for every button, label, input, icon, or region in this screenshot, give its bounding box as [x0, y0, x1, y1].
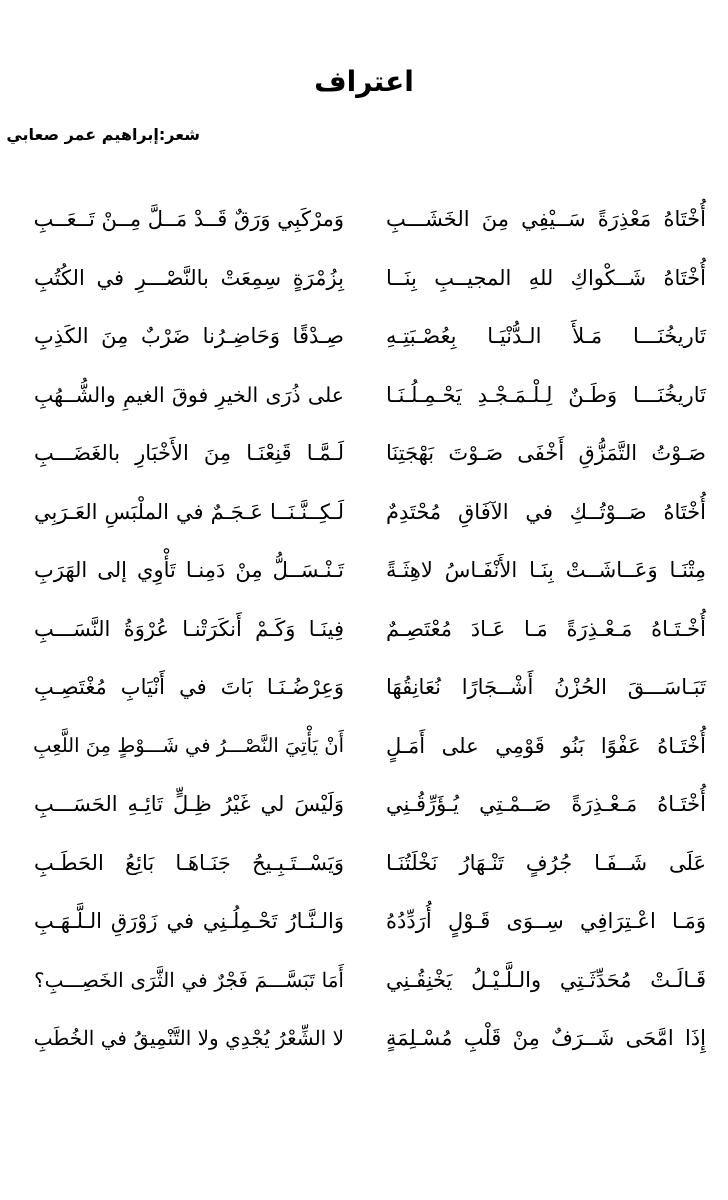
verse-first-hemistich: وَمَـا اعْـتِرَافِي سِــوَى قَـوْلٍ أُرَدِّدُهُ — [386, 909, 706, 933]
verse-first-hemistich: صَـوْتُ التَّمَزُّقِ أَخْفَى صَـوْتَ بَهْجَتِنَا — [386, 441, 706, 465]
poem-title: اعتراف — [314, 65, 414, 98]
verse-first-hemistich: تَاريخُنَـــا مَـلأَ الـدُّنْيَـا بِعُصْـبَتِـهِ — [386, 324, 706, 348]
verse-second-hemistich: وَلَيْسَ لي غَيْرُ ظِـلٍّ تَائِـهِ الحَسَـــبِ — [34, 792, 344, 816]
verse-first-hemistich: إِذَا امَّحَى شَــرَفٌ مِنْ قَلْبِ مُسْـلِمَةٍ — [386, 1026, 706, 1050]
verse-first-hemistich: أُخْـتَـاهُ مَـعْـذِرَةً مَـا عَـادَ مُعْتَصِـمٌ — [386, 616, 706, 641]
verse-first-hemistich: أُخْتَاهُ شَــكْواكِ للهِ المجيــبِ بِنَــا — [386, 265, 706, 290]
verse-second-hemistich: صِـدْقًا وَحَاضِـرُنا ضَرْبٌ مِنَ الكَذِبِ — [34, 324, 344, 348]
verse-second-hemistich: أَنْ يَأْتِيَ النَّصْـــرُ في شَـــوْطٍ مِنَ اللَّعِبِ — [33, 733, 344, 757]
verse-second-hemistich: وَمرْكَبِي وَرَقٌ قَــدْ مَــلَّ مِــنْ تَــعَــبِ — [33, 207, 344, 231]
verse-first-hemistich: تَاريخُنَـــا وَطَـنٌ لِـلْـمَـجْـدِ يَحْـمِـلُـنَـا — [386, 382, 706, 407]
verse-first-hemistich: أُخْتَـاهُ عَفْوًا بَنُو قَوْمِي على أَمَـلٍ — [386, 733, 706, 758]
verse-9 — [0, 670, 728, 729]
verse-second-hemistich: لَـمَّـا قَنِعْنَـا مِنَ الأَخْبَارِ بالغَضَـــبِ — [34, 441, 344, 465]
verse-first-hemistich: عَلَى شَــفَـا جُرُفٍ تَنْـهَارُ نَخْلَتُنَـا — [386, 850, 706, 875]
verse-first-hemistich: أُخْتَاهُ صَــوْتُــكِ في الآفَاقِ مُحْتَدِمٌ — [386, 499, 706, 524]
verse-6 — [0, 495, 728, 554]
verse-second-hemistich: فِينَـا وَكَـمْ أَنكَرَتْنـا عُرْوَةُ النَّسَـــبِ — [34, 616, 344, 641]
verse-second-hemistich: لا الشِّعْرُ يُجْدِي ولا التَّنْمِيقُ في الخُطَبِ — [33, 1026, 344, 1050]
verse-13 — [0, 904, 728, 963]
verse-second-hemistich: تَـنْـسَــلُّ مِنْ دَمِنـا تَأْوِي إلى الهَرَبِ — [34, 558, 344, 582]
verse-second-hemistich: وَالـنَّـارُ تَحْـمِلُـنِي في زَوْرَقِ الـلَّـهَـبِ — [34, 909, 344, 933]
verse-second-hemistich: وَعِرْضُـنَـا بَاتَ في أَنْيَابِ مُغْتَصِـبِ — [34, 675, 344, 699]
verse-1 — [0, 202, 728, 261]
verse-12 — [0, 846, 728, 905]
verse-5 — [0, 436, 728, 495]
verse-8 — [0, 612, 728, 671]
verse-14 — [0, 963, 728, 1022]
verse-2 — [0, 261, 728, 320]
verse-second-hemistich: أَمَا تَبَسَّـــمَ فَجْرٌ في الثَّرَى الخَصِـــبِ؟ — [34, 967, 344, 992]
verse-10 — [0, 729, 728, 788]
verse-11 — [0, 787, 728, 846]
verse-first-hemistich: أُخْتَـاهُ مَـعْـذِرَةً صَــمْـتِي يُـؤَرِّقُـنِي — [386, 792, 706, 816]
verse-second-hemistich: بِزُمْرَةٍ سِمِعَتْ بالنَّصْـــرِ في الكُتُبِ — [34, 265, 344, 290]
verses-list — [0, 202, 728, 1080]
verse-15 — [0, 1021, 728, 1080]
verse-first-hemistich: مِتْنَـا وَعَــاشَــتْ بِنَـا الأَنْفَـاسُ لاهِثَـةً — [386, 558, 706, 582]
verse-3 — [0, 319, 728, 378]
verse-second-hemistich: لَـكِــنَّـنَــا عَـجَـمٌ في الملْبَسِ العَـرَبِي — [34, 499, 344, 524]
verse-second-hemistich: وَيَسْــتَـبِـيحُ جَنَـاهَـا بَائِعُ الحَطَـبِ — [34, 850, 344, 875]
verse-4 — [0, 378, 728, 437]
poet-credit: شعر:إبراهيم عمر صعابي — [6, 125, 200, 144]
verse-second-hemistich: على ذُرَى الخيرِ فوقَ الغيمِ والشُّــهُبِ — [34, 382, 344, 407]
verse-7 — [0, 553, 728, 612]
verse-first-hemistich: تَبَـاسَـــقَ الحُزْنُ أَشْــجَارًا نُعَانِقُهَا — [386, 675, 706, 699]
verse-first-hemistich: أُخْتَاهُ مَعْذِرَةً سَــيْفِي مِنَ الخَشَـــبِ — [386, 207, 706, 231]
verse-first-hemistich: قَـالَـتْ مُحَدِّثَـتِي والـلَّـيْـلُ يَخْنِقُـنِي — [386, 967, 706, 992]
